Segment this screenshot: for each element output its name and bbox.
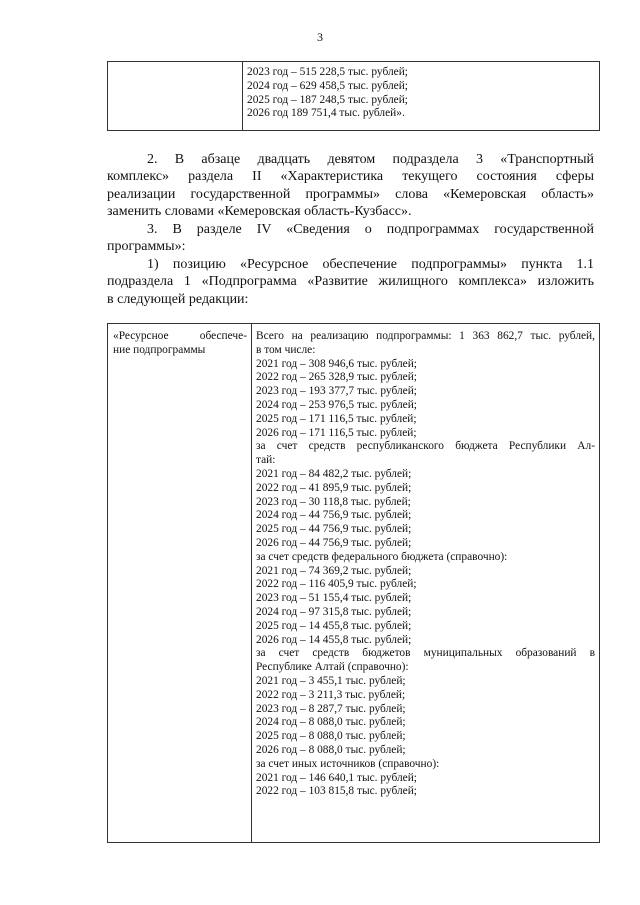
table-cell-values xyxy=(243,62,600,131)
funding-line: 2025 год – 14 455,8 тыс. рублей; xyxy=(256,619,412,632)
funding-line: 2022 год – 103 815,8 тыс. рублей; xyxy=(256,785,417,798)
funding-line: 2026 год – 171 116,5 тыс. рублей; xyxy=(256,426,417,439)
funding-line: 2025 год – 44 756,9 тыс. рублей; xyxy=(256,523,412,536)
text-line: программы»: xyxy=(107,239,186,255)
text-line: комплекс» раздела II «Характеристика текущего состояния сферы xyxy=(107,169,594,185)
funding-line: 2024 год – 44 756,9 тыс. рублей; xyxy=(256,509,412,522)
resource-provision-table xyxy=(107,323,600,843)
funding-line: тай: xyxy=(256,454,276,467)
funding-line: 2022 год – 265 328,9 тыс. рублей; xyxy=(256,371,417,384)
text-line: 3. В разделе IV «Сведения о подпрограммах государственной xyxy=(147,222,594,237)
funding-line: 2021 год – 308 946,6 тыс. рублей; xyxy=(256,357,417,370)
text-line: реализации государственной программы» слова «Кемеровская область» xyxy=(107,186,594,202)
paragraph-4 xyxy=(107,256,594,308)
funding-line: за счет средств республиканского бюджета Республики Ал- xyxy=(256,440,595,453)
funding-line: 2021 год – 3 455,1 тыс. рублей; xyxy=(256,674,406,687)
funding-line: 2023 год – 30 118,8 тыс. рублей; xyxy=(256,495,411,508)
funding-line: 2024 год – 629 458,5 тыс. рублей; xyxy=(247,79,408,92)
funding-line: 2025 год – 187 248,5 тыс. рублей; xyxy=(247,93,408,106)
page-number: 3 xyxy=(317,30,323,44)
funding-line: в том числе: xyxy=(256,343,316,356)
funding-line: 2023 год – 8 287,7 тыс. рублей; xyxy=(256,702,406,715)
funding-line: 2025 год – 8 088,0 тыс. рублей; xyxy=(256,730,406,743)
funding-line: 2025 год – 171 116,5 тыс. рублей; xyxy=(256,412,417,425)
funding-line: 2023 год – 193 377,7 тыс. рублей; xyxy=(256,385,417,398)
text-line: заменить словами «Кемеровская область-Кузбасс». xyxy=(107,203,412,219)
continuation-table xyxy=(107,61,600,131)
text-line: 1) позицию «Ресурсное обеспечение подпрограммы» пункта 1.1 xyxy=(147,257,594,272)
funding-line: за счет средств бюджетов муниципальных образований в xyxy=(256,647,595,660)
paragraph-2 xyxy=(107,151,594,220)
funding-line: за счет средств федерального бюджета (справочно): xyxy=(256,550,508,563)
funding-line: 2023 год – 51 155,4 тыс. рублей; xyxy=(256,592,412,605)
funding-line: 2024 год – 8 088,0 тыс. рублей; xyxy=(256,716,406,729)
funding-line: 2026 год – 8 088,0 тыс. рублей; xyxy=(256,743,406,756)
table-row xyxy=(108,324,600,843)
funding-line: 2023 год – 515 228,5 тыс. рублей; xyxy=(247,66,408,78)
text-line: в следующей редакции: xyxy=(107,291,249,307)
table-cell-values xyxy=(252,324,600,843)
funding-line: 2022 год – 3 211,3 тыс. рублей; xyxy=(256,688,406,701)
funding-line: 2024 год – 97 315,8 тыс. рублей; xyxy=(256,605,412,618)
funding-line: за счет иных источников (справочно): xyxy=(256,757,440,770)
text-line: 2. В абзаце двадцать девятом подраздела 3 «Транспортный xyxy=(147,152,594,167)
table-cell-label xyxy=(108,324,252,843)
table-cell-empty xyxy=(108,62,243,131)
label-line: «Ресурсное обеспече- xyxy=(113,330,247,342)
funding-line: 2026 год – 14 455,8 тыс. рублей; xyxy=(256,633,412,646)
funding-line: 2022 год – 41 895,9 тыс. рублей; xyxy=(256,481,412,494)
funding-line: 2022 год – 116 405,9 тыс. рублей; xyxy=(256,578,417,591)
funding-line: 2021 год – 74 369,2 тыс. рублей; xyxy=(256,564,412,577)
table-row xyxy=(108,62,600,131)
funding-line: Республике Алтай (справочно): xyxy=(256,661,409,674)
paragraph-3 xyxy=(107,221,594,256)
funding-line: 2026 год – 44 756,9 тыс. рублей; xyxy=(256,536,412,549)
funding-line: Всего на реализацию подпрограммы: 1 363 862,7 тыс. рублей, xyxy=(256,330,595,342)
funding-line: 2021 год – 84 482,2 тыс. рублей; xyxy=(256,467,412,480)
funding-line: 2021 год – 146 640,1 тыс. рублей; xyxy=(256,771,417,784)
funding-line: 2026 год 189 751,4 тыс. рублей». xyxy=(247,107,405,120)
funding-line: 2024 год – 253 976,5 тыс. рублей; xyxy=(256,398,417,411)
label-line: ние подпрограммы xyxy=(113,343,206,356)
text-line: подраздела 1 «Подпрограмма «Развитие жилищного комплекса» изложить xyxy=(107,274,594,290)
